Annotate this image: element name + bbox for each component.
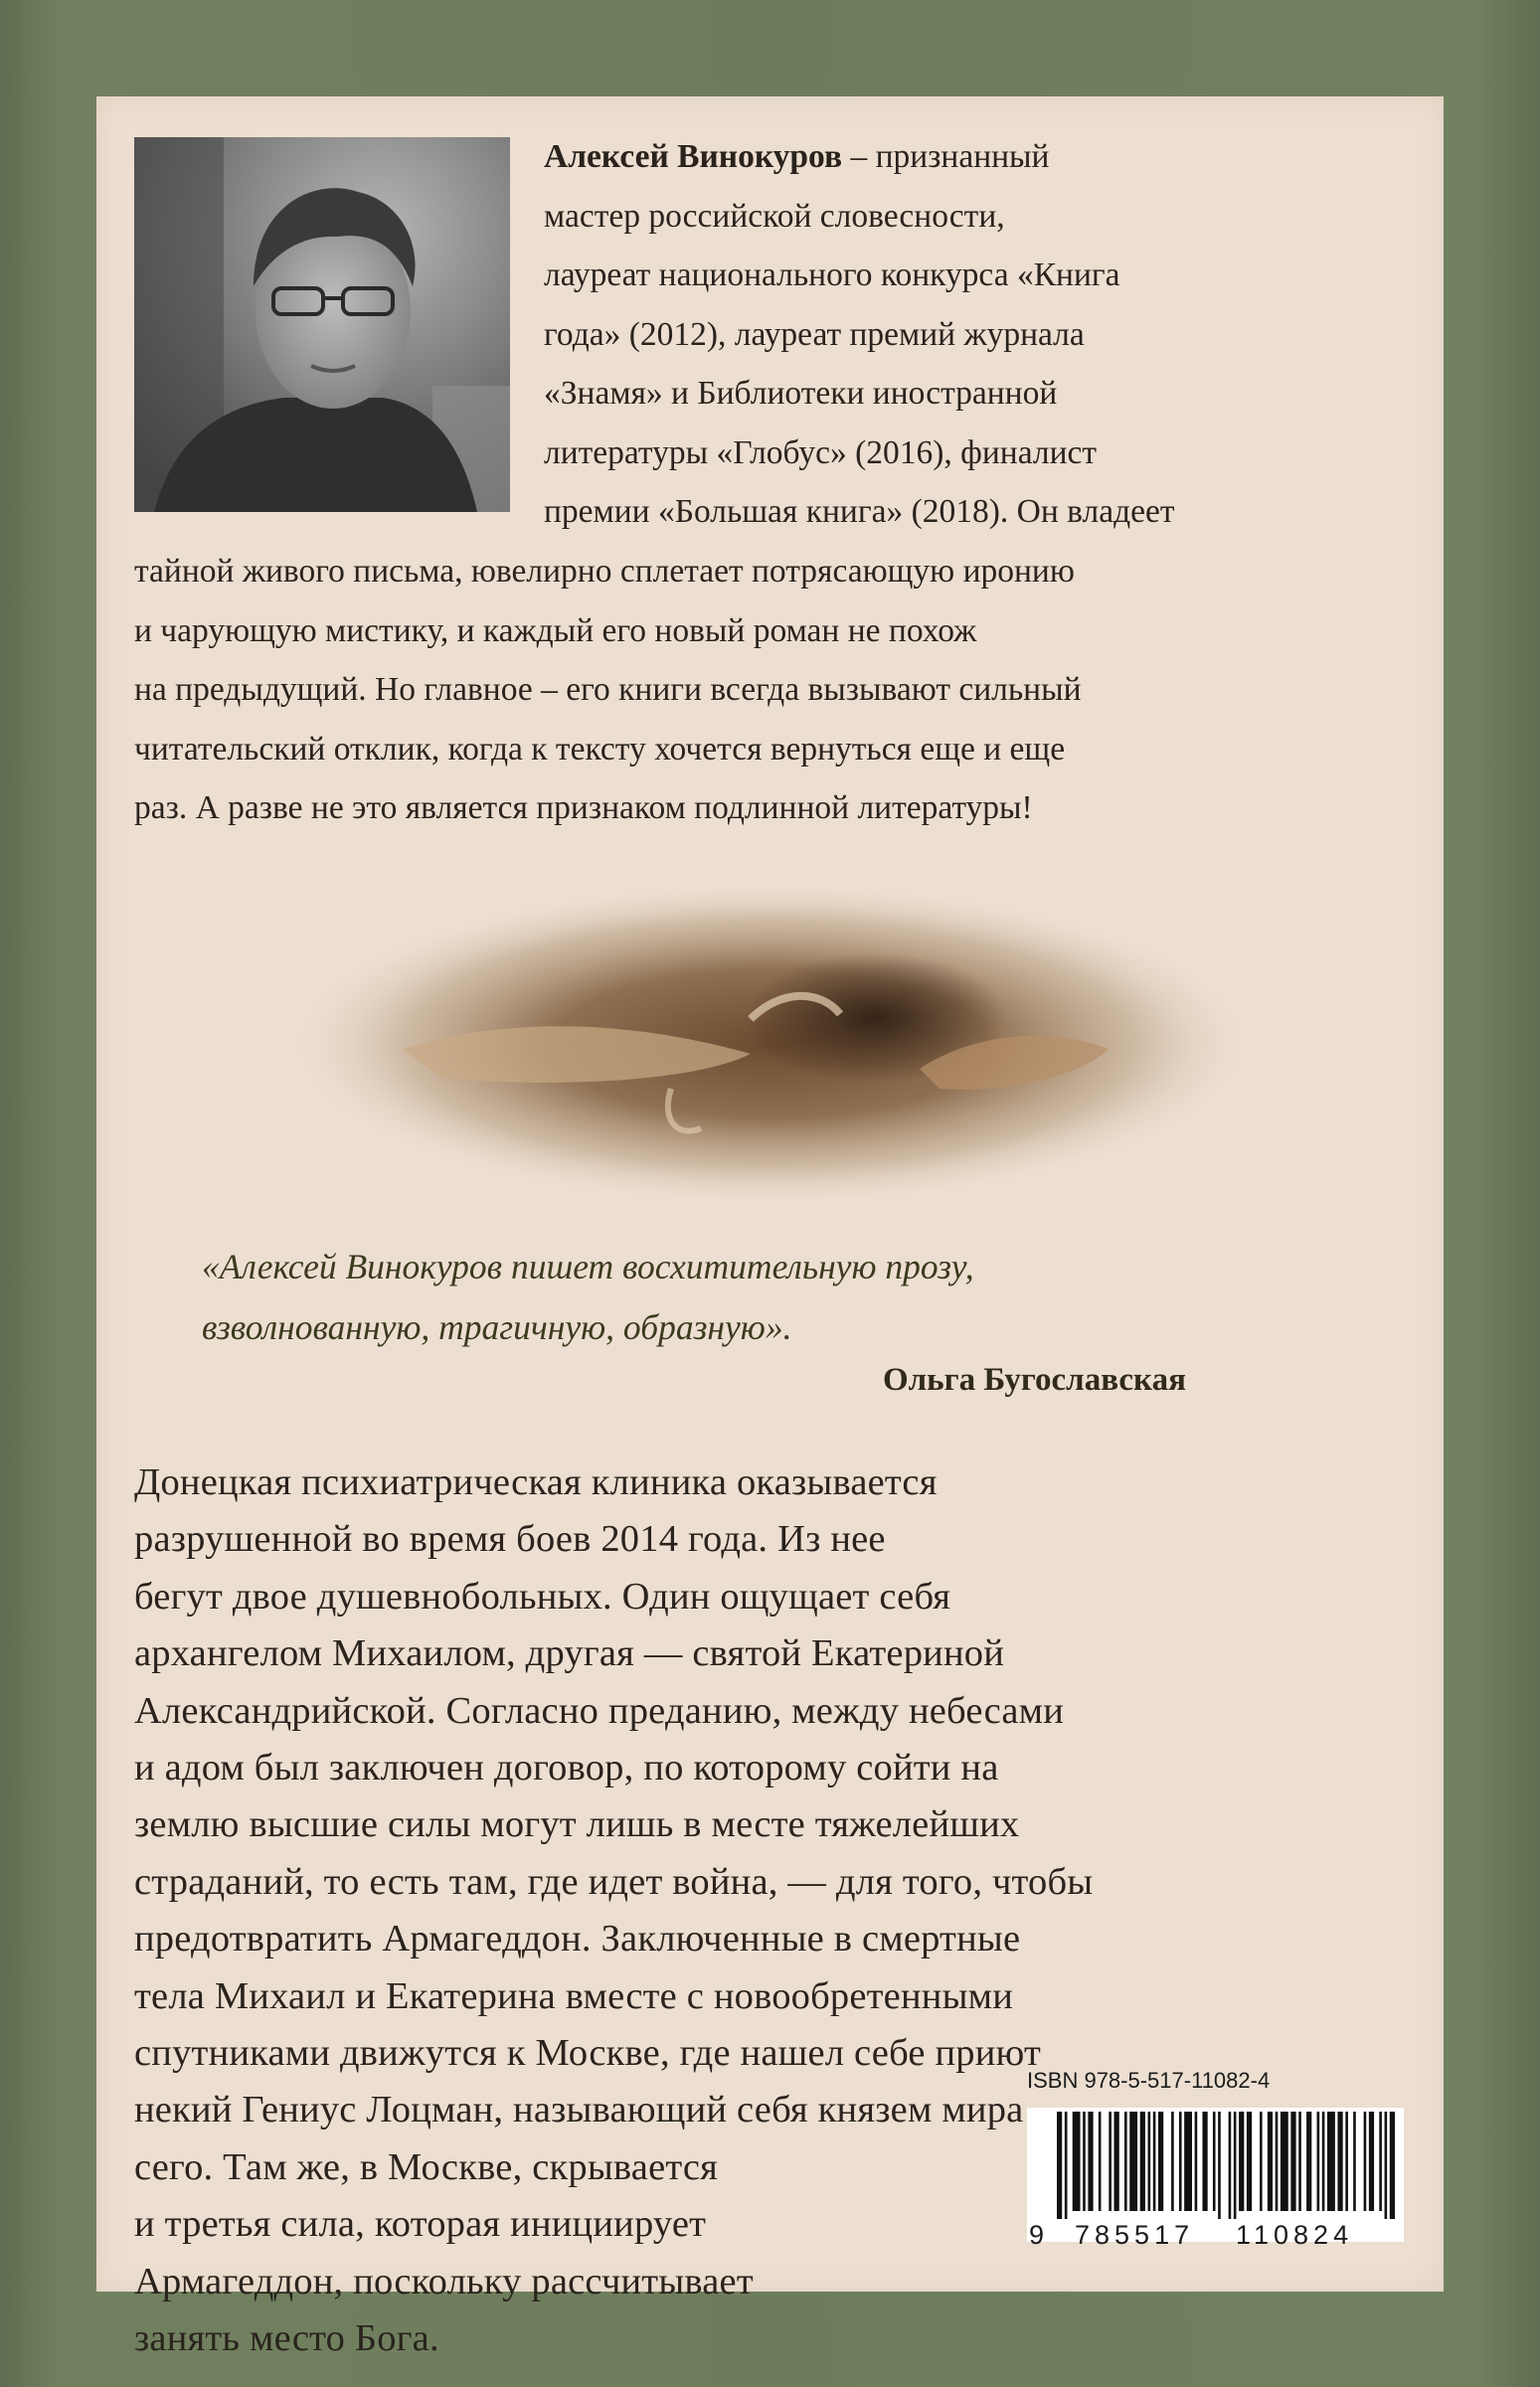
description-line: занять место Бога. <box>134 2317 439 2360</box>
barcode-bar <box>1109 2112 1112 2211</box>
bio-line: и чарующую мистику, и каждый его новый роман не похож <box>134 611 977 649</box>
bio-line: «Знамя» и Библиотеки иностранной <box>544 375 1058 412</box>
barcode-bar <box>1057 2112 1062 2219</box>
barcode-bar <box>1327 2112 1335 2211</box>
barcode-bar <box>1202 2112 1207 2211</box>
barcode-bar <box>1239 2112 1244 2211</box>
description-line: Александрийской. Согласно преданию, между небесами <box>134 1689 1064 1732</box>
review-quote <box>202 1237 974 1358</box>
barcode-bar <box>1369 2112 1374 2211</box>
barcode-bar <box>1353 2112 1356 2211</box>
bio-line: читательский отклик, когда к тексту хочется вернуться еще и еще <box>134 730 1066 767</box>
barcode-bar <box>1065 2112 1068 2219</box>
barcode-bar <box>1114 2112 1119 2211</box>
barcode-bar <box>1276 2112 1279 2211</box>
barcode-bar <box>1148 2112 1151 2211</box>
description-line: тела Михаил и Екатерина вместе с новообретенными <box>134 1974 1014 2017</box>
barcode-bar <box>1088 2112 1093 2211</box>
bio-line: тайной живого письма, ювелирно сплетает потрясающую иронию <box>134 553 1075 590</box>
description-line: и адом был заключен договор, по которому сойти на <box>134 1747 999 1790</box>
barcode-bar <box>1364 2112 1367 2211</box>
bio-first-line: – признанный <box>842 138 1050 175</box>
bio-line: премии «Большая книга» (2018). Он владеет <box>544 493 1175 530</box>
description-line: Армагеддон, поскольку рассчитывает <box>134 2260 754 2302</box>
barcode-bar <box>1281 2112 1288 2211</box>
isbn-label: ISBN 978-5-517-11082-4 <box>1027 2068 1271 2093</box>
bio-line <box>544 127 1175 187</box>
barcode-bar <box>1099 2112 1102 2211</box>
barcode-bar <box>1317 2112 1320 2211</box>
barcode-bar <box>1171 2112 1174 2211</box>
quote-author: Ольга Бугославская <box>883 1362 1186 1398</box>
description-line: спутниками движутся к Москве, где нашел себе приют <box>134 2032 1042 2075</box>
barcode-bar <box>1379 2112 1382 2211</box>
barcode-bar <box>1213 2112 1216 2211</box>
quote-line: взволнованную, трагичную, образную». <box>202 1307 792 1347</box>
author-name: Алексей Винокуров <box>544 138 843 175</box>
description-line: страданий, то есть там, где идет война, — для того, чтобы <box>134 1860 1094 1903</box>
barcode-bar <box>1290 2112 1295 2211</box>
barcode-digit-group-2: 110824 <box>1236 2220 1354 2250</box>
bio-line: литературы «Глобус» (2016), финалист <box>544 433 1098 471</box>
bio-line: мастер российской словесности, <box>544 197 1005 235</box>
barcode-digit-group-1: 785517 <box>1075 2220 1195 2250</box>
barcode-bar <box>1322 2112 1325 2211</box>
barcode-bar <box>1129 2112 1137 2211</box>
barcode-bar <box>1153 2112 1156 2211</box>
barcode-bar <box>1247 2112 1252 2211</box>
barcode-bar <box>1083 2112 1086 2211</box>
barcode-bar <box>1184 2112 1192 2211</box>
description-line: архангелом Михаилом, другая — святой Екатериной <box>134 1632 1005 1675</box>
bio-line: раз. А разве не это является признаком подлинной литературы! <box>134 789 1033 826</box>
author-bio-continued <box>134 542 1082 838</box>
author-photo <box>134 137 510 512</box>
barcode-digit-lead: 9 <box>1029 2220 1045 2250</box>
barcode-bar <box>1073 2112 1081 2211</box>
bio-line: года» (2012), лауреат премий журнала <box>544 315 1085 353</box>
barcode-bar <box>1306 2112 1311 2211</box>
barcode-bar <box>1140 2112 1145 2211</box>
author-bio <box>544 127 1175 542</box>
description-line: разрушенной во время боев 2014 года. Из нее <box>134 1518 886 1561</box>
barcode-bars <box>1027 2108 1404 2219</box>
barcode-bar <box>1195 2112 1198 2211</box>
barcode-bar <box>1260 2112 1263 2211</box>
barcode-bar <box>1218 2112 1221 2219</box>
quote-line: «Алексей Винокуров пишет восхитительную прозу, <box>202 1247 974 1286</box>
barcode-bar <box>1229 2112 1232 2219</box>
description-line: некий Гениус Лоцман, называющий себя князем мира <box>134 2089 1024 2131</box>
barcode-bar <box>1385 2112 1388 2219</box>
barcode-bar <box>1124 2112 1127 2211</box>
book-description <box>134 1454 1093 2368</box>
barcode-bar <box>1390 2112 1395 2219</box>
description-line: бегут двое душевнобольных. Один ощущает себя <box>134 1575 951 1618</box>
description-line: Донецкая психиатрическая клиника оказывается <box>134 1461 938 1503</box>
barcode-bar <box>1345 2112 1348 2211</box>
barcode-bar <box>1268 2112 1273 2211</box>
barcode-bar <box>1298 2112 1301 2211</box>
description-line: и третья сила, которая инициирует <box>134 2203 707 2246</box>
barcode-bar <box>1158 2112 1163 2211</box>
bio-line: на предыдущий. Но главное – его книги всегда вызывают сильный <box>134 671 1082 708</box>
barcode-bar <box>1337 2112 1342 2211</box>
bio-line: лауреат национального конкурса «Книга <box>544 256 1120 293</box>
barcode-bar <box>1234 2112 1237 2219</box>
description-line: землю высшие силы могут лишь в месте тяжелейших <box>134 1803 1020 1846</box>
description-line: сего. Там же, в Москве, скрывается <box>134 2145 719 2188</box>
description-line: предотвратить Армагеддон. Заключенные в смертные <box>134 1918 1021 1961</box>
author-portrait-image <box>134 137 510 512</box>
painting-vignette <box>283 880 1258 1208</box>
barcode-bar <box>1179 2112 1182 2211</box>
